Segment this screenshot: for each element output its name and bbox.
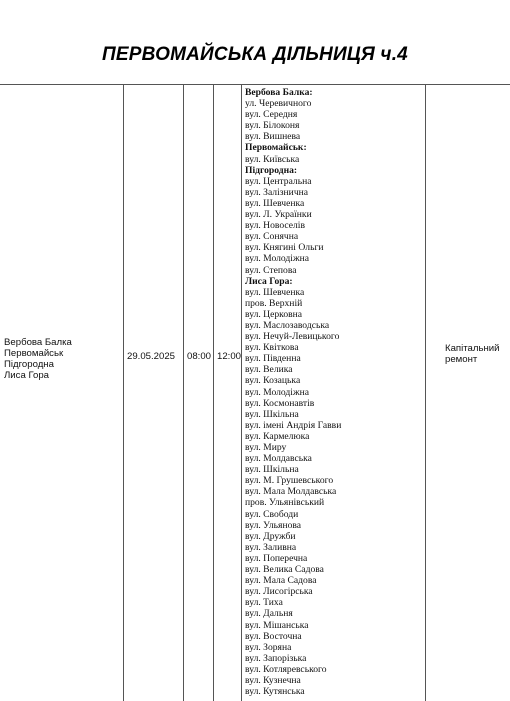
street-item: вул. Шевченка [245, 286, 305, 298]
work-type-cell: Капітальний ремонт [445, 343, 500, 365]
street-item: вул. Козацька [245, 375, 301, 387]
street-item: пров. Ульянівський [245, 497, 325, 509]
street-item: вул. Південна [245, 353, 301, 365]
street-item: вул. Космонавтів [245, 397, 315, 409]
street-item: вул. Л. Українки [245, 209, 312, 221]
street-item: вул. Київська [245, 153, 300, 165]
area-name: Лиса Гора [4, 370, 50, 381]
street-item: вул. імені Андрія Гавви [245, 419, 342, 431]
time-from-cell: 08:00 [187, 351, 212, 362]
street-item: вул. Вишнева [245, 131, 301, 143]
street-item: вул. Мала Молдавська [245, 486, 337, 498]
street-item: вул. Білоконя [245, 120, 300, 132]
street-item: вул. Молдавська [245, 453, 312, 465]
area-name: Підгородна [4, 359, 54, 370]
street-item: вул. Кармелюка [245, 430, 310, 442]
street-item: вул. Квіткова [245, 342, 299, 354]
street-item: вул. Молодіжна [245, 253, 309, 265]
street-item: вул. Степова [245, 264, 297, 276]
street-item: вул. Запорізька [245, 652, 307, 664]
outage-table [0, 84, 510, 701]
street-item: пров. Верхній [245, 297, 303, 309]
street-item: вул. Дальня [245, 608, 293, 620]
time-to-cell: 12:00 [217, 351, 242, 362]
street-group-header: Первомайськ: [245, 142, 307, 154]
street-item: вул. Мішанська [245, 619, 309, 631]
street-item: вул. Котляревського [245, 663, 327, 675]
street-item: вул. Шкільна [245, 464, 299, 476]
area-name: Вербова Балка [4, 337, 72, 348]
area-name: Первомайськ [4, 348, 64, 359]
street-item: вул. Шкільна [245, 408, 299, 420]
column-divider [183, 85, 184, 701]
street-item: вул. Лисогірська [245, 586, 313, 598]
column-divider [425, 85, 426, 701]
street-item: вул. Залізнична [245, 186, 309, 198]
street-item: вул. Восточна [245, 630, 302, 642]
street-item: вул. Зоряна [245, 641, 292, 653]
street-item: вул. Миру [245, 442, 287, 453]
street-item: вул. М. Грушевського [245, 475, 334, 487]
street-item: вул. Маслозаводська [245, 319, 330, 331]
street-item: вул. Мала Садова [245, 575, 317, 587]
street-item: вул. Свободи [245, 508, 299, 520]
street-item: вул. Ульянова [245, 519, 302, 531]
street-item: вул. Велика Садова [245, 564, 324, 576]
areas-cell [4, 337, 120, 381]
street-group-header: Лиса Гора: [245, 275, 293, 287]
column-divider [123, 85, 124, 701]
street-item: вул. Середня [245, 109, 298, 121]
street-item: вул. Велика [245, 364, 293, 376]
page-title: ПЕРВОМАЙСЬКА ДІЛЬНИЦЯ ч.4 [102, 44, 408, 65]
street-item: ул. Черевичного [245, 98, 312, 110]
street-item: вул. Княгині Ольги [245, 242, 324, 254]
street-item: вул. Кутянська [245, 686, 305, 698]
street-item: вул. Тиха [245, 597, 283, 609]
date-cell: 29.05.2025 [127, 351, 176, 362]
street-item: вул. Дружби [245, 530, 296, 542]
street-item: вул. Церковна [245, 308, 303, 320]
street-item: вул. Нечуй-Левицького [245, 331, 340, 343]
street-group-header: Вербова Балка: [245, 87, 313, 98]
street-item: вул. Новоселів [245, 220, 306, 232]
street-item: вул. Шевченка [245, 197, 305, 209]
street-item: вул. Поперечна [245, 552, 308, 564]
column-divider [213, 85, 214, 701]
street-item: вул. Заливна [245, 541, 297, 553]
street-item: вул. Сонячна [245, 231, 299, 243]
street-item: вул. Центральна [245, 175, 312, 187]
column-divider [241, 85, 242, 701]
street-item: вул. Кузнечна [245, 674, 301, 686]
street-group-header: Підгородна: [245, 164, 298, 176]
streets-list [245, 87, 410, 697]
street-item: вул. Молодіжна [245, 386, 309, 398]
